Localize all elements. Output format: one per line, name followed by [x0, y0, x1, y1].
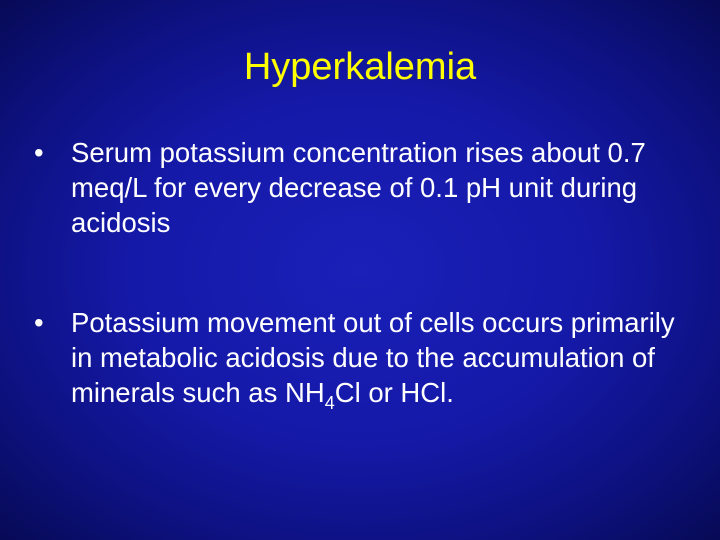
- bullet-text-part: Potassium movement out of cells occurs primarily in metabolic acidosis due to the accumulation of minerals such as NH: [71, 307, 675, 408]
- bullet-item: [34, 305, 694, 413]
- slide-title: Hyperkalemia: [243, 46, 477, 88]
- bullet-item: [34, 135, 694, 240]
- bullet-glyph: •: [34, 137, 44, 168]
- bullet-text: Serum potassium concentration rises about 0.7 meq/L for every decrease of 0.1 pH unit during acidosis: [71, 137, 646, 238]
- bullet-glyph: •: [34, 307, 44, 338]
- chemical-subscript: 4: [324, 393, 335, 413]
- bullet-text: [71, 305, 694, 413]
- bullet-text-part: Cl or HCl.: [334, 377, 454, 408]
